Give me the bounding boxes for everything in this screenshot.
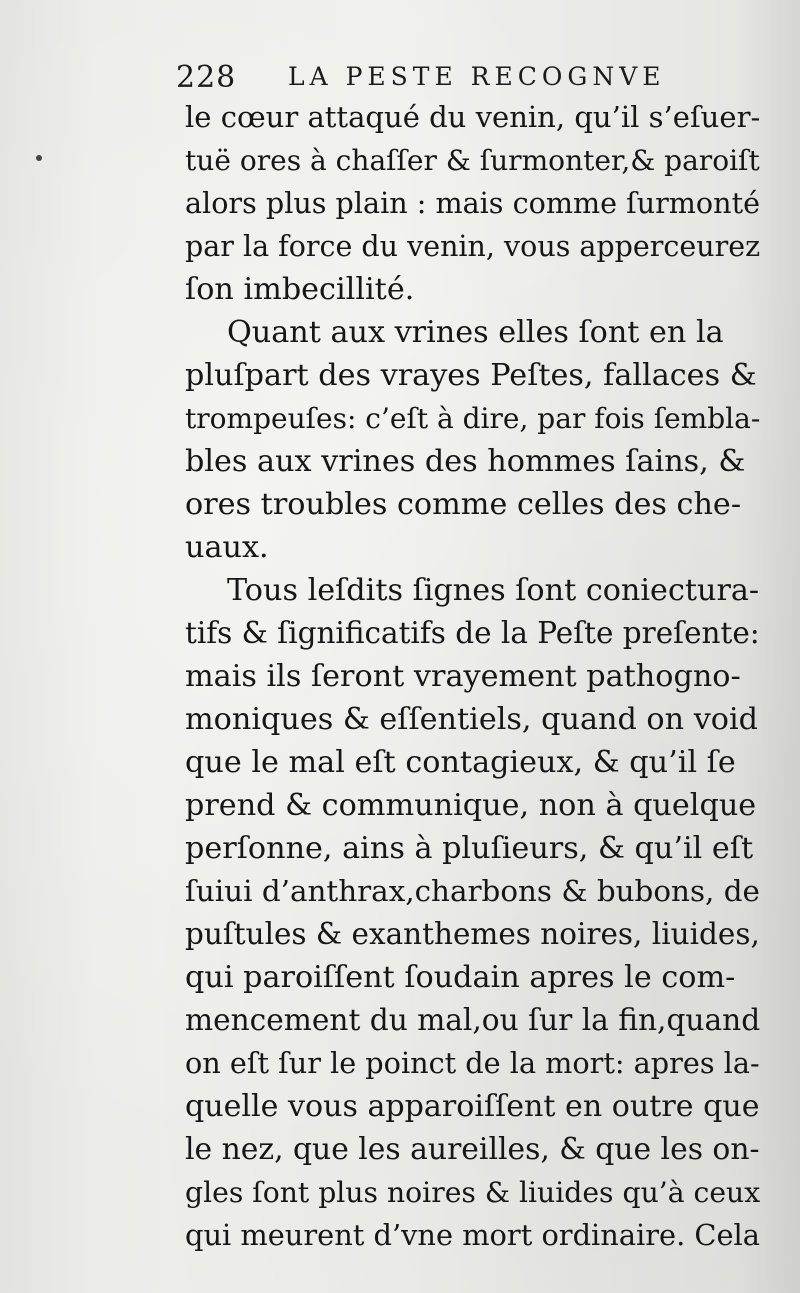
text-line: le cœur attaqué du venin, qu’il s’eſuer- [185,100,761,134]
text-line: perſonne, ains à pluſieurs, & qu’il eſt [185,831,754,866]
text-line: quelle vous apparoiſſent en outre que [185,1089,760,1124]
text-line: on eſt ſur le poinct de la mort: apres la- [185,1046,760,1080]
text-line: le nez, que les aureilles, & que les on- [185,1132,760,1167]
text-line: tifs & ſignificatifs de la Peſte preſente: [185,616,760,650]
text-line: qui paroiſſent ſoudain apres le com- [185,960,736,995]
paragraph-2 [185,311,765,569]
text-line: gles ſont plus noires & liuides qu’à ceux [185,1176,761,1209]
text-line: pluſpart des vrayes Peſtes, fallaces & [185,358,757,393]
text-line: qui meurent d’vne mort ordinaire. Cela [185,1218,760,1252]
text-line: trompeuſes: c’eſt à dire, par fois ſembla- [185,402,761,435]
page-header [176,60,696,100]
running-head: LA PESTE RECOGNVE [288,62,666,91]
text-line: Quant aux vrines elles ſont en la [227,315,724,350]
text-line: bles aux vrines des hommes ſains, & [185,444,746,479]
text-line: mencement du mal,ou ſur la fin,quand [185,1003,761,1037]
paragraph-3 [185,569,765,1257]
text-line: mais ils ſeront vrayement pathogno- [185,659,741,694]
page-number: 228 [176,60,237,95]
text-line: ſon imbecillité. [185,272,415,307]
text-line: uaux. [185,530,269,565]
text-line: alors plus plain : mais comme ſurmonté [185,186,761,220]
text-line: moniques & eſſentiels, quand on void [185,702,759,737]
text-line: prend & communique, non à quelque [185,788,757,823]
text-line: par la force du venin, vous apperceurez [185,230,761,263]
body-text [185,96,765,1257]
text-line: ſuiui d’anthrax,charbons & bubons, de [185,874,760,908]
text-line: tuë ores à chaſſer & ſurmonter,& paroiſt [185,144,760,177]
ink-speck [36,155,42,161]
text-line: que le mal eſt contagieux, & qu’il ſe [185,745,736,780]
text-line: ores troubles comme celles des che- [185,487,742,522]
paragraph-1 [185,96,765,311]
text-line: puſtules & exanthemes noires, liuides, [185,917,760,951]
text-line: Tous leſdits ſignes ſont coniectura- [227,573,760,608]
